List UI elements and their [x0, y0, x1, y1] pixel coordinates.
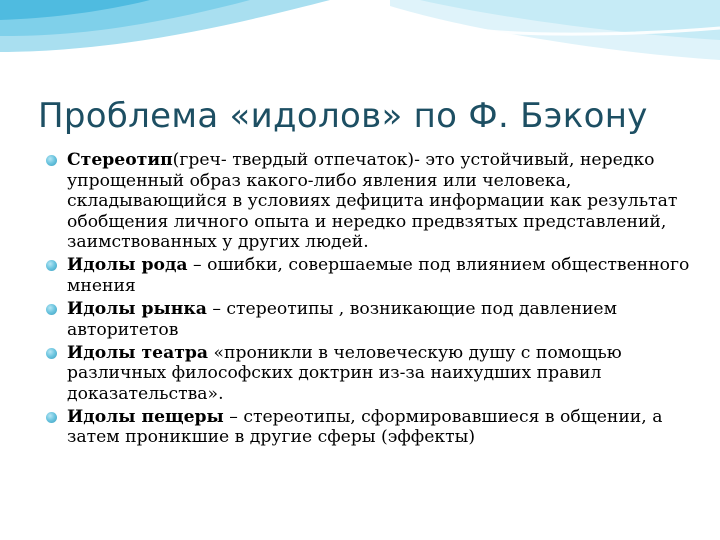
list-item — [46, 407, 706, 448]
bullet-icon — [46, 260, 57, 271]
definition-idols-of-tribe: – ошибки, совершаемые под влиянием общественного мнения — [67, 255, 690, 296]
bullet-list — [46, 150, 706, 450]
definition-idols-of-theatre: «проникли в человеческую душу с помощью различных философских доктрин из-за наихудших правил доказательства». — [67, 342, 622, 404]
bullet-icon — [46, 155, 57, 166]
term-idols-of-market: Идолы рынка — [67, 298, 207, 319]
definition-idols-of-market: – стереотипы , возникающие под давлением авторитетов — [67, 298, 617, 340]
term-idols-of-theatre: Идолы театра — [67, 342, 209, 363]
list-item — [46, 255, 706, 296]
slide-title: Проблема «идолов» по Ф. Бэкону — [38, 96, 648, 136]
term-idols-of-tribe: Идолы рода — [67, 255, 188, 276]
bullet-icon — [46, 412, 57, 423]
definition-idols-of-cave: – стереотипы, сформировавшиеся в общении, а затем проникшие в другие сферы (эффекты) — [67, 406, 663, 448]
definition-stereotype: (греч- твердый отпечаток)- это устойчивый, нередко упрощенный образ какого-либо явления или человека, складывающийся в условиях дефицита информации как результат обобщения личного опыта и нередко предвзятых представлений, заимствованных у других людей. — [67, 150, 678, 253]
bullet-icon — [46, 348, 57, 359]
list-item — [46, 299, 706, 340]
header-wave-decoration — [0, 0, 720, 100]
list-item — [46, 343, 706, 405]
term-idols-of-cave: Идолы пещеры — [67, 406, 224, 427]
term-stereotype: Стереотип — [67, 150, 173, 170]
bullet-icon — [46, 304, 57, 315]
list-item — [46, 150, 706, 253]
